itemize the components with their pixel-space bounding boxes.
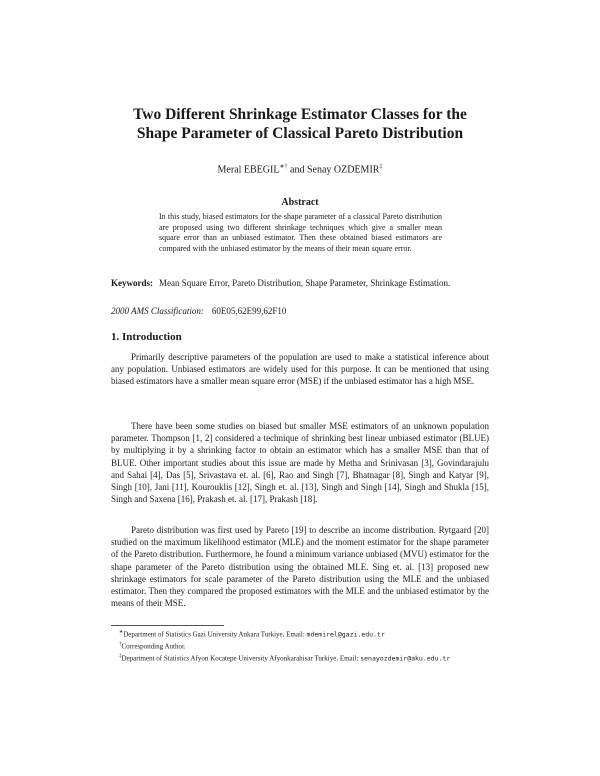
ams-label: 2000 AMS Classification: xyxy=(111,306,204,316)
keywords-text: Mean Square Error, Pareto Distribution, Shape Parameter, Shrinkage Estimation. xyxy=(159,278,451,288)
footnote-1-text: Department of Statistics Gazi University Ankara Turkiye, Email: xyxy=(123,630,307,639)
footnote-3-mark: ‡ xyxy=(119,653,122,659)
author-1: Meral EBEGIL xyxy=(217,164,280,176)
author-2: Senay OZDEMIR xyxy=(306,164,380,176)
intro-paragraph-2: There have been some studies on biased but smaller MSE estimators of an unknown population parameter. Thompson [1, 2] considered a technique of shrinking best linear unbiased estimator (BLUE) by multiplying it by a shrinking factor to obtain an estimator which has a smaller MSE than that of BLUE. Other important studies about this issue are made by Metha and Srinivasan [3], Govindarajulu and Sahai [4], Das [5], Srivastava et. al. [6], Rao and Singh [7], Bhatnagar [8], Singh and Katyar [9], Singh [10], Jani [11], Kourouklis [12], Singh et. al. [13], Singh and Singh [14], Singh and Shukla [15], Singh and Saxena [16], Prakash et. al. [17], Prakash [18]. xyxy=(111,421,489,505)
footnotes xyxy=(111,628,489,663)
ams-classification xyxy=(111,305,489,317)
footnote-3-email[interactable]: senayozdemir@aku.edu.tr xyxy=(360,653,451,662)
footnote-2 xyxy=(111,640,489,652)
intro-paragraph-3: Pareto distribution was first used by Pareto [19] to describe an income distribution. Rytgaard [20] studied on the maximum likelihood estimator (MLE) and the moment estimator for the shape parameter of the Pareto distribution. Furthermore, he found a minimum variance unbiased (MVU) estimator for the shape parameter of the Pareto distribution using the obtained MLE. Sing et. al. [13] proposed new shrinkage estimators for scale parameter of the Pareto distribution using the MLE and the unbiased estimator. Then they compared the proposed estimators with the MLE and the unbiased estimator by the means of their MSE. xyxy=(111,525,489,609)
abstract-heading: Abstract xyxy=(281,197,319,208)
author-conjunction: and xyxy=(290,164,305,176)
section-heading-introduction: 1. Introduction xyxy=(111,331,182,343)
keywords xyxy=(111,277,489,289)
footnote-2-text: Corresponding Author. xyxy=(121,642,186,651)
author-2-marks: ‡ xyxy=(379,164,383,170)
footnote-3 xyxy=(111,652,489,664)
footnote-divider xyxy=(111,625,224,626)
title-line-2: Shape Parameter of Classical Pareto Distribution xyxy=(136,125,464,142)
title-line-1: Two Different Shrinkage Estimator Classes for the xyxy=(133,106,467,123)
author-line xyxy=(60,163,540,175)
footnote-1 xyxy=(111,628,489,640)
intro-paragraph-1: Primarily descriptive parameters of the population are used to make a statistical inference about any population. Unbiased estimators are widely used for this purpose. It can be mentioned that using biased estimators have a smaller mean square error (MSE) if the unbiased estimator has a high MSE. xyxy=(111,352,489,387)
ams-codes: 60E05,62E99,62F10 xyxy=(211,306,287,316)
footnote-2-mark: † xyxy=(119,641,122,647)
author-1-marks: ∗† xyxy=(279,164,288,170)
paper-title xyxy=(60,105,540,143)
abstract-text: In this study, biased estimators for the shape parameter of a classical Pareto distribution are proposed using two different shrinkage techniques which give a smaller mean square error than an unbiased estimator. Then these obtained biased estimators are compared with the unbiased estimator by the means of their mean square error. xyxy=(159,212,442,253)
footnote-1-email[interactable]: mdemirel@gazi.edu.tr xyxy=(306,630,385,639)
keywords-label: Keywords: xyxy=(111,278,153,288)
footnote-1-mark: ∗ xyxy=(119,630,124,635)
footnote-3-text: Department of Statistics Afyon Kocatepe University Afyonkarahisar Turkiye, Email: xyxy=(121,653,361,662)
